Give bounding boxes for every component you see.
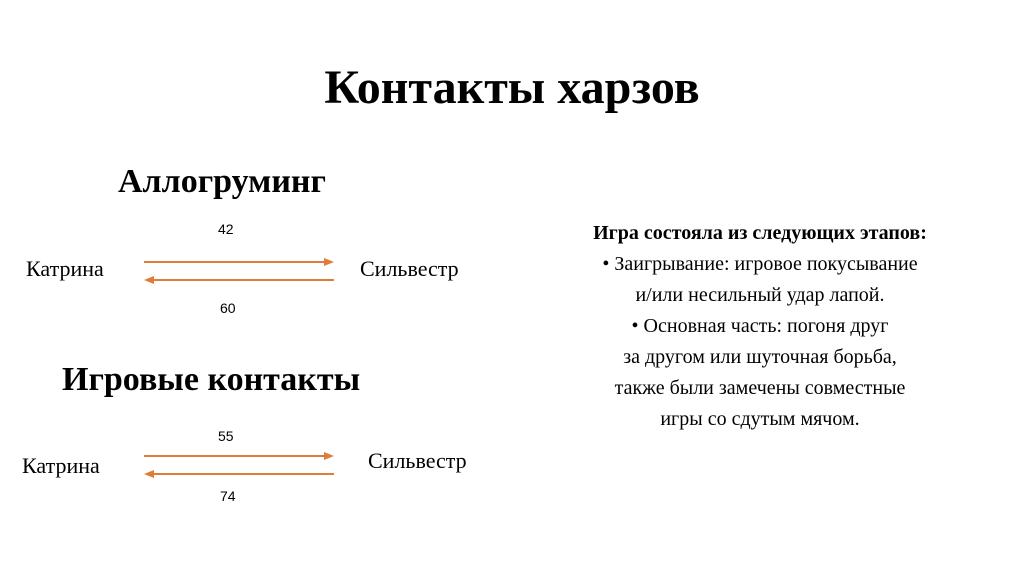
play-contacts-backward-count: 74	[220, 488, 236, 504]
play-contacts-forward-arrow	[144, 452, 334, 460]
allogrooming-forward-arrow	[144, 258, 334, 266]
stage-line: также были замечены совместные	[614, 377, 906, 399]
play-contacts-left-name: Катрина	[22, 453, 100, 478]
play-contacts-backward-arrow	[144, 470, 334, 478]
allogrooming-heading: Аллогруминг	[118, 163, 326, 200]
stage-line: игры со сдутым мячом.	[660, 408, 860, 430]
play-contacts-right-name: Сильвестр	[368, 448, 467, 473]
stage-line: за другом или шуточная борьба,	[623, 346, 897, 368]
play-stages-list	[530, 249, 990, 435]
list-item	[530, 249, 990, 311]
allogrooming-backward-count: 60	[220, 300, 236, 316]
list-item	[530, 311, 990, 435]
stage-line: • Заигрывание: игровое покусывание	[602, 253, 918, 275]
allogrooming-backward-arrow	[144, 276, 334, 284]
allogrooming-left-name: Катрина	[26, 256, 104, 281]
play-contacts-forward-count: 55	[218, 428, 234, 444]
slide-title: Контакты харзов	[324, 61, 700, 114]
stage-line: • Основная часть: погоня друг	[631, 315, 889, 337]
stage-line: и/или несильный удар лапой.	[635, 284, 885, 306]
play-contacts-arrows	[140, 448, 340, 482]
play-stages-text	[530, 218, 990, 435]
play-contacts-heading: Игровые контакты	[62, 361, 361, 398]
allogrooming-arrows	[140, 254, 340, 288]
allogrooming-right-name: Сильвестр	[360, 256, 459, 281]
allogrooming-forward-count: 42	[218, 221, 234, 237]
play-stages-heading: Игра состояла из следующих этапов:	[593, 222, 927, 244]
